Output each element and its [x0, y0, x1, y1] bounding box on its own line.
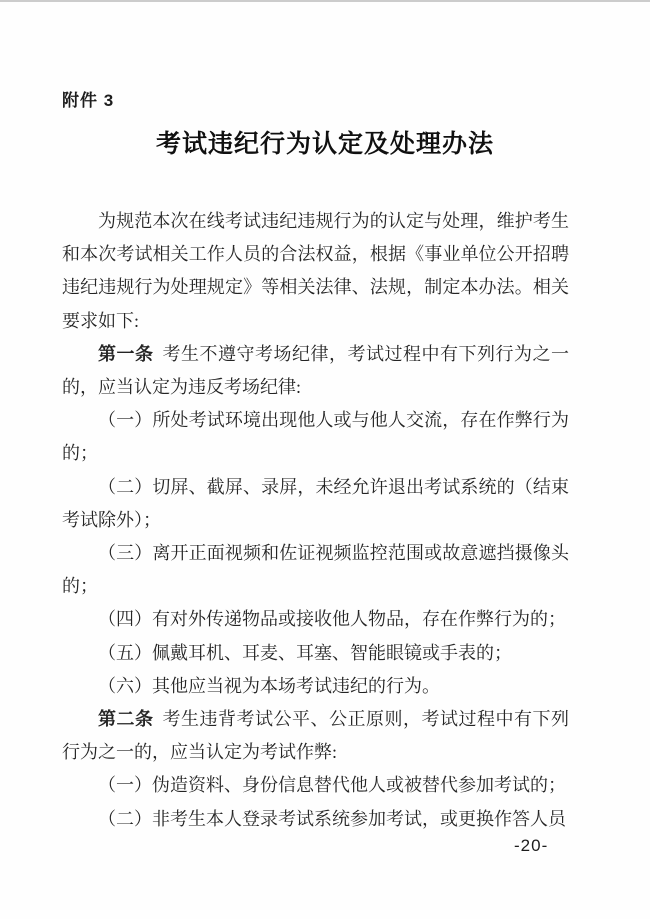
paragraph-text: （二）切屏、截屏、录屏，未经允许退出考试系统的（结束考试除外）； — [62, 476, 569, 530]
scan-artifact-top-edge — [0, 0, 650, 2]
paragraph-text: （六）其他应当视为本场考试违纪的行为。 — [98, 675, 440, 696]
paragraph-article-2-item-2 — [62, 803, 569, 836]
paragraph-text: 为规范本次在线考试违纪违规行为的认定与处理，维护考生和本次考试相关工作人员的合法权益，根据《事业单位公开招聘违纪违规行为处理规定》等相关法律、法规，制定本办法。相关要求如下: — [62, 211, 569, 331]
paragraph-article-1-item-6 — [62, 670, 569, 703]
paragraph-article-1-item-4 — [62, 603, 569, 636]
paragraph-text: （一）伪造资料、身份信息替代他人或被替代参加考试的； — [98, 775, 566, 796]
paragraph-text: （一）所处考试环境出现他人或与他人交流，存在作弊行为的； — [62, 410, 569, 464]
paragraph-article-1-item-5 — [62, 637, 569, 670]
paragraph-text: 考生不遵守考场纪律，考试过程中有下列行为之一的，应当认定为违反考场纪律: — [62, 343, 569, 398]
paragraph-text: （二）非考生本人登录考试系统参加考试，或更换作答人员 — [98, 808, 566, 829]
paragraph-intro — [62, 205, 569, 338]
paragraph-text: （四）有对外传递物品或接收他人物品，存在作弊行为的； — [98, 609, 566, 630]
paragraph-text: 考生违背考试公平、公正原则，考试过程中有下列行为之一的，应当认定为考试作弊: — [62, 709, 569, 763]
page-number: -20- — [514, 836, 549, 855]
paragraph-article-1 — [62, 338, 569, 404]
paragraph-text: （三）离开正面视频和佐证视频监控范围或故意遮挡摄像头的； — [62, 543, 569, 597]
paragraph-article-1-item-3 — [62, 537, 569, 603]
paragraph-article-1-item-1 — [62, 404, 569, 470]
paragraph-article-1-item-2 — [62, 471, 569, 537]
document-body — [62, 205, 569, 836]
paragraph-text: （五）佩戴耳机、耳麦、耳塞、智能眼镜或手表的； — [98, 642, 512, 663]
attachment-label: 附件 3 — [62, 91, 115, 110]
paragraph-article-2 — [62, 703, 569, 769]
article-1-label: 第一条 — [98, 343, 154, 364]
document-title: 考试违纪行为认定及处理办法 — [155, 131, 494, 158]
paragraph-article-2-item-1 — [62, 769, 569, 802]
article-2-label: 第二条 — [98, 709, 154, 730]
